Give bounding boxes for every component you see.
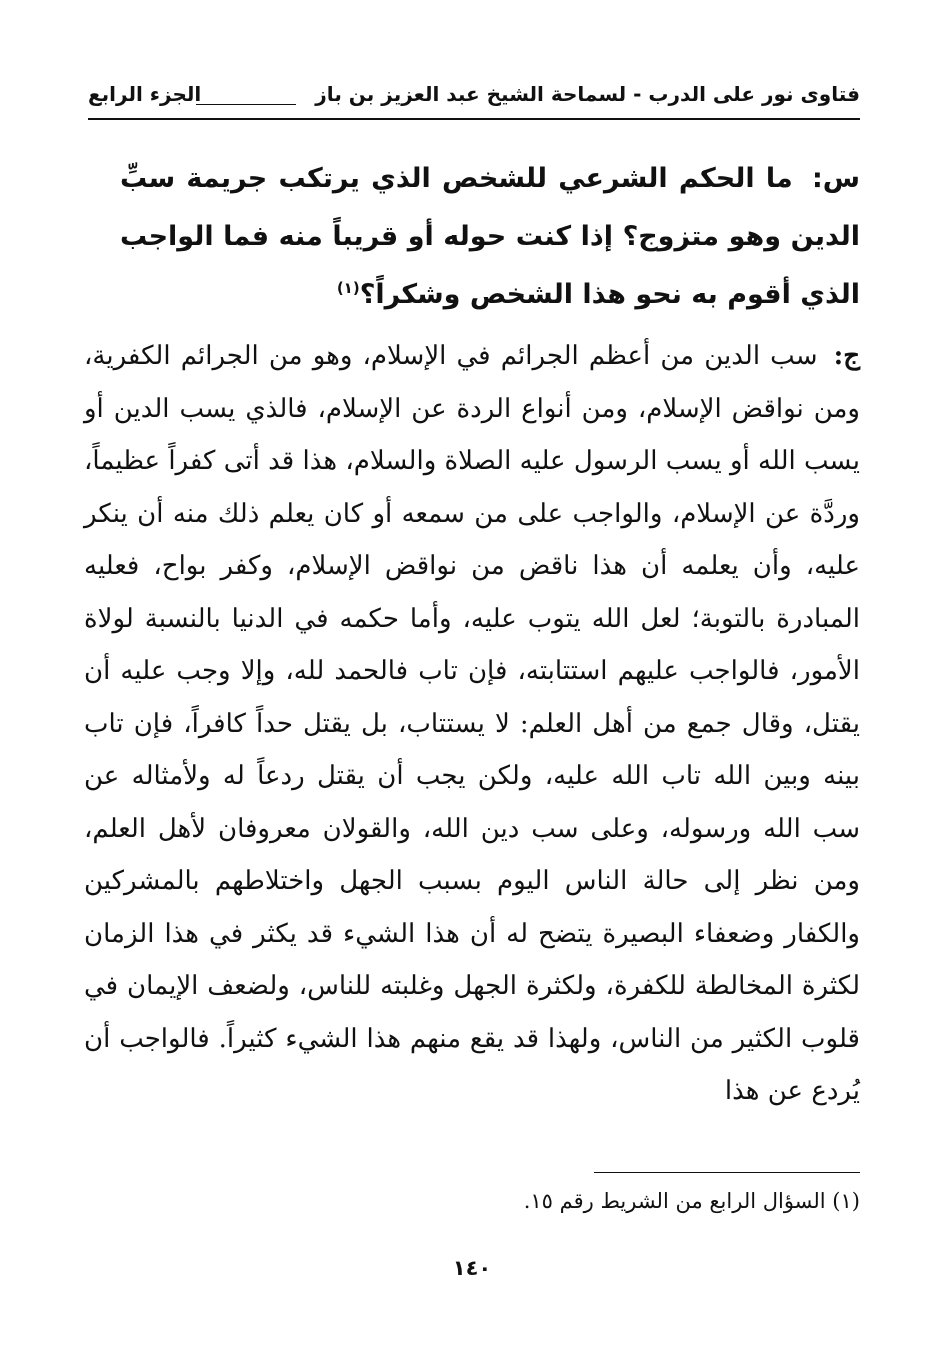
answer-text: سب الدين من أعظم الجرائم في الإسلام، وهو من الجرائم الكفرية، ومن نواقض الإسلام، ومن أنواع الردة عن الإسلام، فالذي يسب الدين أو يسب الله أو يسب الرسول عليه الصلاة والسلام، هذا قد أتى كفراً عظيماً، وردَّة عن الإسلام، والواجب على من سمعه أو كان يعلم ذلك منه أن ينكر عليه، وأن يعلمه أن هذا ناقض من نواقض الإسلام، وكفر بواح، فعليه المبادرة بالتوبة؛ لعل الله يتوب عليه، وأما حكمه في الدنيا بالنسبة لولاة الأمور، فالواجب عليهم استتابته، فإن تاب فالحمد لله، وإلا وجب عليه أن يقتل، وقال جمع من أهل العلم: لا يستتاب، بل يقتل حداً كافراً، فإن تاب بينه وبين الله تاب الله عليه، ولكن يجب أن يقتل ردعاً له ولأمثاله عن سب الله ورسوله، وعلى سب دين الله، والقولان معروفان لأهل العلم، ومن نظر إلى حالة الناس اليوم بسبب الجهل واختلاطهم بالمشركين والكفار وضعفاء البصيرة يتضح له أن هذا الشيء قد يكثر في هذا الزمان لكثرة المخالطة للكفرة، ولكثرة الجهل وغلبته للناس، ولضعف الإيمان في قلوب الكثير من الناس، ولهذا قد يقع منهم هذا الشيء كثيراً. فالواجب أن يُردع عن هذا xyxy=(84,341,860,1106)
footnote-reference: (١) xyxy=(336,279,360,297)
volume-title: الجزء الرابع xyxy=(88,82,202,106)
footnote-rule xyxy=(594,1172,860,1173)
header-rule xyxy=(88,118,860,120)
answer-block xyxy=(84,330,860,1118)
page-number: ١٤٠ xyxy=(452,1256,492,1280)
header-separator-line xyxy=(196,104,296,105)
question-prefix: س: xyxy=(811,163,861,194)
answer-prefix: ج: xyxy=(833,341,861,371)
question-text: ما الحكم الشرعي للشخص الذي يرتكب جريمة سبِّ الدين وهو متزوج؟ إذا كنت حوله أو قريباً منه فما الواجب الذي أقوم به نحو هذا الشخص وشكراً؟ xyxy=(120,163,860,310)
running-header xyxy=(88,82,860,116)
question-block xyxy=(120,150,860,324)
book-title: فتاوى نور على الدرب - لسماحة الشيخ عبد العزيز بن باز xyxy=(315,82,860,106)
footnote: (١) السؤال الرابع من الشريط رقم ١٥. xyxy=(523,1189,860,1213)
